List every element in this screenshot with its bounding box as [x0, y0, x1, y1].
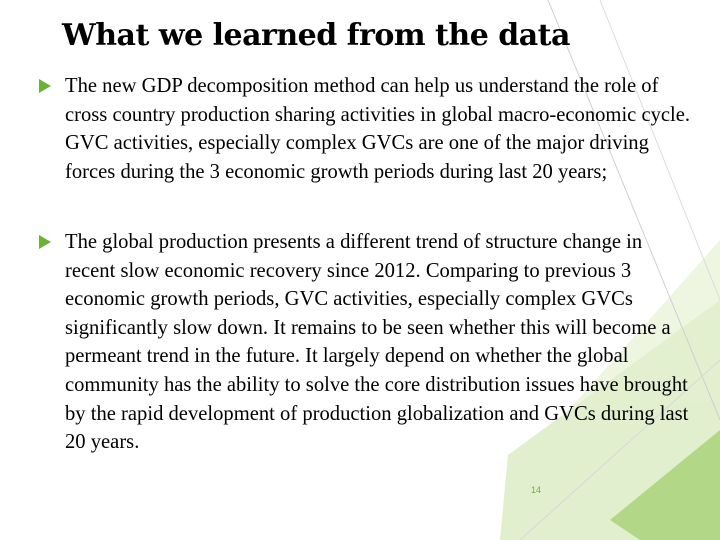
page-number: 14 — [531, 485, 542, 495]
bullet-text: The new GDP decomposition method can help us understand the role of cross country production sharing activities in global macro-economic cycle. GVC activities, especially complex GVCs are one of the major driving forces during the 3 economic growth periods during last 20 years; — [65, 75, 691, 183]
slide-title: What we learned from the data — [62, 18, 570, 53]
triangle-arrow-icon — [39, 235, 51, 249]
bullet-text: The global production presents a different trend of structure change in recent slow economic recovery since 2012. Comparing to previous 3 economic growth periods, GVC activities, especially complex GVCs significantly slow down. It remains to be seen whether this will become a permeant trend in the future. It largely depend on whether the global community has the ability to solve the core distribution issues have brought by the rapid development of production globalization and GVCs during last 20 years. — [65, 231, 689, 454]
triangle-arrow-icon — [39, 79, 51, 93]
